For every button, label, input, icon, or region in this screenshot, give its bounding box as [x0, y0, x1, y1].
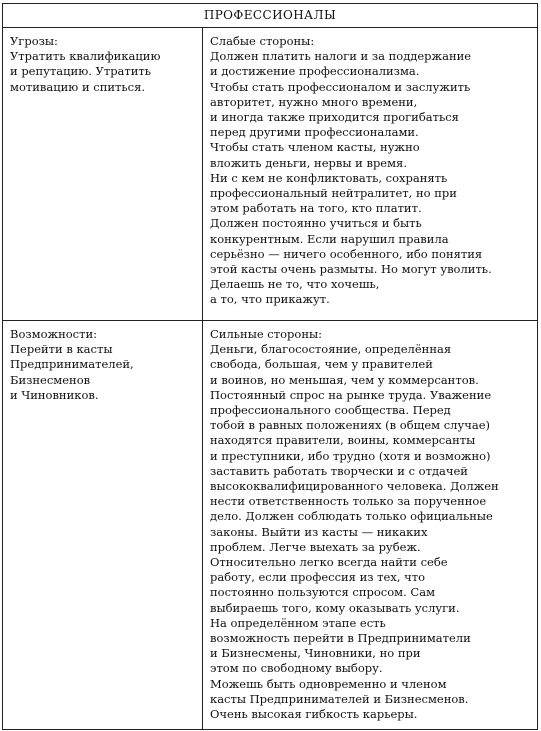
- strengths-line: тобой в равных положениях (в общем случае): [210, 418, 490, 433]
- opportunities-line: и Чиновников.: [10, 387, 99, 402]
- strengths-line: и преступники, ибо трудно (хотя и возможно): [210, 448, 491, 463]
- strengths-line: и Бизнесмены, Чиновники, но при: [210, 646, 421, 661]
- opportunities-cell: [3, 321, 203, 730]
- weaknesses-line: вложить деньги, нервы и время.: [210, 155, 407, 170]
- strengths-cell: [203, 321, 538, 730]
- strengths-line: постоянно пользуются спросом. Сам: [210, 585, 436, 600]
- weaknesses-line: Чтобы стать членом касты, нужно: [210, 140, 420, 155]
- opportunities-heading: Возможности:: [10, 327, 98, 341]
- strengths-line: заставить работать творчески и с отдачей: [210, 463, 468, 478]
- opportunities-line: Предпринимателей,: [10, 357, 134, 372]
- weaknesses-line: Делаешь не то, что хочешь,: [210, 277, 380, 292]
- strengths-line: профессионального сообщества. Перед: [210, 403, 451, 418]
- threats-heading: Угрозы:: [10, 34, 58, 48]
- strengths-line: свобода, большая, чем у правителей: [210, 357, 433, 372]
- strengths-line: проблем. Легче выехать за рубеж.: [210, 539, 421, 554]
- swot-table: [2, 3, 538, 730]
- weaknesses-text: [210, 34, 532, 308]
- weaknesses-heading: Слабые стороны:: [210, 34, 315, 48]
- weaknesses-line: Должен постоянно учиться и быть: [210, 216, 422, 231]
- strengths-line: этом по свободному выбору.: [210, 661, 383, 676]
- strengths-line: нести ответственность только за порученное: [210, 494, 487, 509]
- weaknesses-line: серьёзно — ничего особенного, ибо понятия: [210, 246, 483, 261]
- weaknesses-line: Должен платить налоги и за поддержание: [210, 49, 472, 64]
- weaknesses-line: этой касты очень размыты. Но могут уволить.: [210, 262, 492, 277]
- weaknesses-line: перед другими профессионалами.: [210, 125, 419, 140]
- strengths-line: находятся правители, воины, коммерсанты: [210, 433, 476, 448]
- strengths-line: Относительно легко всегда найти себе: [210, 555, 448, 570]
- table-title: ПРОФЕССИОНАЛЫ: [3, 4, 538, 28]
- threats-line: Утратить квалификацию: [10, 49, 161, 64]
- strengths-line: возможность перейти в Предприниматели: [210, 631, 471, 646]
- strengths-line: и воинов, но меньшая, чем у коммерсантов.: [210, 372, 479, 387]
- strengths-line: законы. Выйти из касты — никаких: [210, 524, 428, 539]
- threats-cell: [3, 28, 203, 321]
- weaknesses-line: профессиональный нейтралитет, но при: [210, 186, 457, 201]
- threats-text: [10, 34, 197, 95]
- strengths-text: [210, 327, 532, 722]
- weaknesses-line: конкурентным. Если нарушил правила: [210, 231, 449, 246]
- weaknesses-cell: [203, 28, 538, 321]
- weaknesses-line: и достижение профессионализма.: [210, 64, 420, 79]
- strengths-line: выбираешь того, кому оказывать услуги.: [210, 600, 460, 615]
- strengths-line: высококвалифицированного человека. Должен: [210, 479, 499, 494]
- opportunities-line: Бизнесменов: [10, 372, 91, 387]
- strengths-line: Можешь быть одновременно и членом: [210, 676, 447, 691]
- weaknesses-line: Ни с кем не конфликтовать, сохранять: [210, 170, 448, 185]
- strengths-line: работу, если профессия из тех, что: [210, 570, 426, 585]
- strengths-line: Очень высокая гибкость карьеры.: [210, 707, 418, 722]
- opportunities-line: Перейти в касты: [10, 342, 113, 357]
- strengths-line: На определённом этапе есть: [210, 615, 386, 630]
- strengths-heading: Сильные стороны:: [210, 327, 323, 341]
- weaknesses-line: Чтобы стать профессионалом и заслужить: [210, 79, 471, 94]
- weaknesses-line: этом работать на того, кто платит.: [210, 201, 422, 216]
- weaknesses-line: а то, что прикажут.: [210, 292, 330, 307]
- weaknesses-line: и иногда также приходится прогибаться: [210, 110, 459, 125]
- opportunities-text: [10, 327, 197, 403]
- threats-line: и репутацию. Утратить: [10, 64, 152, 79]
- strengths-line: дело. Должен соблюдать только официальные: [210, 509, 493, 524]
- strengths-line: касты Предпринимателей и Бизнесменов.: [210, 691, 469, 706]
- weaknesses-line: авторитет, нужно много времени,: [210, 94, 418, 109]
- strengths-line: Постоянный спрос на рынке труда. Уважение: [210, 387, 492, 402]
- strengths-line: Деньги, благосостояние, определённая: [210, 342, 452, 357]
- threats-line: мотивацию и спиться.: [10, 79, 146, 94]
